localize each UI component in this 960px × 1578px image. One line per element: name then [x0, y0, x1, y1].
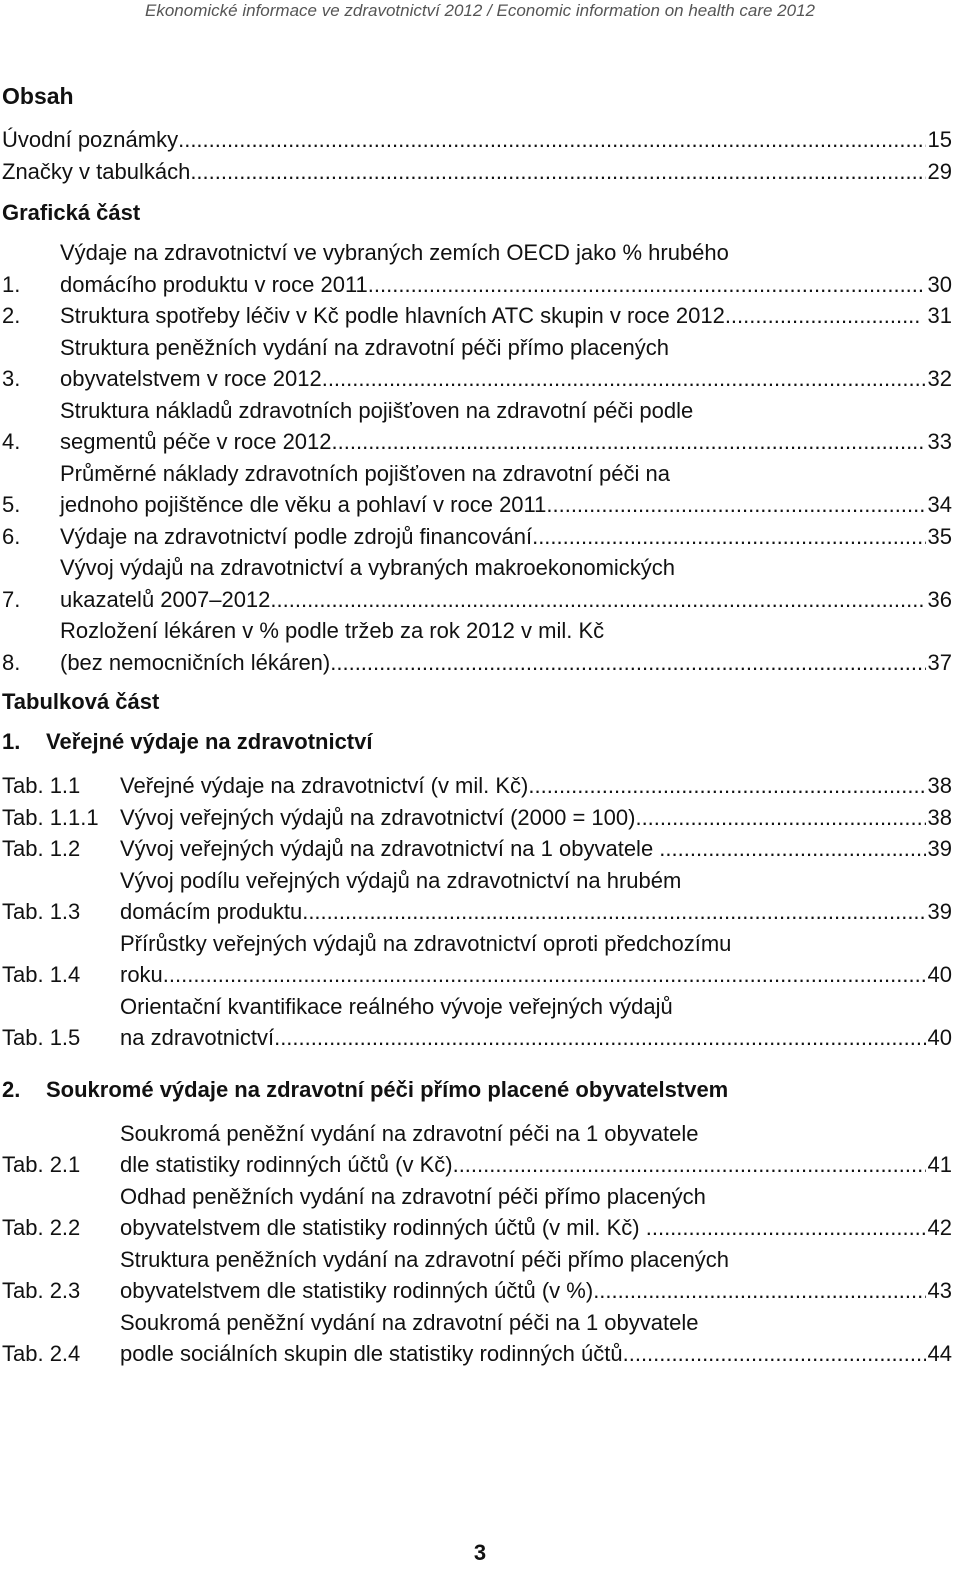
table-entry[interactable]: [2, 1181, 952, 1244]
table-page: 40: [927, 962, 952, 987]
table-page: 41: [927, 1152, 952, 1177]
dot-leader: [322, 363, 926, 395]
table-last-line: [120, 802, 952, 834]
figure-entry[interactable]: [2, 552, 952, 615]
table-text: [120, 833, 952, 865]
table-number: Tab. 1.2: [2, 836, 81, 861]
table-of-contents: [2, 82, 952, 1370]
figure-entry[interactable]: [2, 300, 952, 332]
figure-text: [60, 300, 952, 332]
dot-leader: [646, 1212, 926, 1244]
figure-last-line: [60, 584, 952, 616]
table-text-line: obyvatelstvem dle statistiky rodinných účtů (v mil. Kč): [120, 1215, 646, 1240]
table-page: 43: [927, 1278, 952, 1303]
table-text-line: Struktura peněžních vydání na zdravotní péči přímo placených: [120, 1246, 730, 1272]
table-text-line: Odhad peněžních vydání na zdravotní péči přímo placených: [120, 1183, 706, 1209]
table-text-line: Soukromá peněžní vydání na zdravotní péči na 1 obyvatele: [120, 1309, 699, 1335]
figure-text-line: domácího produktu v roce 2011: [60, 271, 368, 297]
table-number: Tab. 1.1.1: [2, 804, 99, 830]
figure-text: [60, 332, 952, 395]
table-entry[interactable]: [2, 865, 952, 928]
table-text-line: na zdravotnictví: [120, 1025, 275, 1050]
table-group-number: 1.: [2, 729, 21, 754]
figure-text-line: obyvatelstvem v roce 2012: [60, 366, 322, 391]
figure-page: 30: [927, 271, 952, 297]
table-group-number: 2.: [2, 1076, 21, 1102]
table-last-line: [120, 1275, 952, 1307]
table-text-line: roku: [120, 962, 163, 987]
table-text: [120, 1118, 952, 1181]
figure-text-line: (bez nemocničních lékáren): [60, 649, 331, 675]
figure-number: 7.: [2, 586, 21, 612]
table-number: Tab. 1.4: [2, 962, 81, 987]
table-last-line: [120, 896, 952, 928]
table-last-line: [120, 959, 952, 991]
figure-last-line: [60, 300, 952, 332]
table-entry[interactable]: [2, 928, 952, 991]
intro-text: [2, 156, 952, 188]
table-entry[interactable]: [2, 1307, 952, 1370]
table-text: [120, 1244, 952, 1307]
table-number: Tab. 1.5: [2, 1025, 81, 1050]
dot-leader: [178, 124, 925, 156]
figure-text-line: Výdaje na zdravotnictví podle zdrojů financování: [60, 523, 533, 549]
table-page: 39: [927, 899, 952, 924]
table-text-line: dle statistiky rodinných účtů (v Kč): [120, 1152, 453, 1177]
figure-text: [60, 521, 952, 553]
dot-leader: [190, 156, 925, 188]
table-text-line: Přírůstky veřejných výdajů na zdravotnictví oproti předchozímu: [120, 930, 732, 956]
figure-text: [60, 237, 952, 300]
running-header: Ekonomické informace ve zdravotnictví 2012 / Economic information on health care 2012: [145, 1, 815, 20]
figure-last-line: [60, 269, 952, 301]
table-entry[interactable]: [2, 802, 952, 834]
figure-text-line: Výdaje na zdravotnictví ve vybraných zemích OECD jako % hrubého: [60, 240, 729, 265]
table-number: Tab. 2.3: [2, 1278, 81, 1303]
table-page: 38: [927, 773, 952, 798]
table-number: Tab. 2.4: [2, 1341, 81, 1366]
table-text-line: Veřejné výdaje na zdravotnictví (v mil. Kč): [120, 773, 529, 798]
table-entry[interactable]: [2, 770, 952, 802]
table-text-line: podle sociálních skupin dle statistiky rodinných účtů: [120, 1341, 623, 1366]
table-last-line: [120, 1212, 952, 1244]
table-text-line: obyvatelstvem dle statistiky rodinných účtů (v %): [120, 1278, 594, 1303]
dot-leader: [302, 896, 925, 928]
table-text-line: Vývoj podílu veřejných výdajů na zdravotnictví na hrubém: [120, 867, 682, 893]
table-last-line: [120, 770, 952, 802]
dot-leader: [274, 1022, 925, 1054]
figure-text-line: segmentů péče v roce 2012: [60, 429, 332, 454]
table-entry[interactable]: [2, 833, 952, 865]
table-text: [120, 1307, 952, 1370]
figure-page: 31: [921, 303, 952, 328]
dot-leader: [528, 770, 925, 802]
figure-text-line: jednoho pojištěnce dle věku a pohlaví v roce 2011: [60, 492, 547, 517]
intro-entry[interactable]: [2, 124, 952, 156]
table-entry[interactable]: [2, 991, 952, 1054]
figure-number: 6.: [2, 523, 21, 549]
intro-text: [2, 124, 952, 156]
figure-page: 32: [927, 366, 952, 391]
figure-entry[interactable]: [2, 237, 952, 300]
figure-text-line: Struktura spotřeby léčiv v Kč podle hlavních ATC skupin v roce 2012: [60, 303, 725, 328]
dot-leader: [725, 300, 920, 332]
figure-text-line: Průměrné náklady zdravotních pojišťoven na zdravotní péči na: [60, 460, 670, 486]
intro-text-line: Značky v tabulkách: [2, 158, 191, 184]
table-page: 38: [927, 804, 952, 830]
table-page: 40: [927, 1025, 952, 1050]
figure-page: 37: [927, 649, 952, 675]
figure-entry[interactable]: [2, 521, 952, 553]
dot-leader: [330, 647, 925, 679]
dot-leader: [368, 269, 926, 301]
table-number: Tab. 2.2: [2, 1215, 81, 1240]
figure-number: 5.: [2, 492, 21, 517]
figure-entry[interactable]: [2, 458, 952, 521]
dot-leader: [453, 1149, 926, 1181]
figure-number: 2.: [2, 303, 21, 328]
figure-page: 36: [927, 586, 952, 612]
dot-leader: [270, 584, 925, 616]
figure-page: 33: [927, 429, 952, 454]
figure-text: [60, 615, 952, 678]
table-section-heading: Tabulková část: [2, 689, 160, 714]
dot-leader: [332, 426, 926, 458]
group-spacer: [2, 1054, 952, 1064]
table-page: 42: [927, 1215, 952, 1240]
figure-last-line: [60, 647, 952, 679]
toc-title: Obsah: [2, 83, 74, 109]
table-text-line: domácím produktu: [120, 899, 303, 924]
table-group-heading: [2, 1076, 952, 1104]
figure-text-line: Struktura nákladů zdravotních pojišťoven na zdravotní péči podle: [60, 397, 694, 423]
figure-number: 4.: [2, 429, 21, 454]
figure-entry[interactable]: [2, 332, 952, 395]
intro-page: 15: [927, 127, 952, 152]
page-number: 3: [473, 1540, 487, 1565]
figure-last-line: [60, 426, 952, 458]
dot-leader: [546, 489, 925, 521]
intro-last-line: [2, 124, 952, 156]
table-last-line: [120, 1149, 952, 1181]
table-text: [120, 928, 952, 991]
table-text: [120, 802, 952, 834]
intro-last-line: [2, 156, 952, 188]
table-number: Tab. 2.1: [2, 1152, 81, 1177]
figure-number: 3.: [2, 366, 21, 391]
figure-text-line: Vývoj výdajů na zdravotnictví a vybraných makroekonomických: [60, 555, 676, 580]
table-page: 39: [927, 836, 952, 861]
graphic-section-heading: Grafická část: [2, 200, 141, 225]
intro-list: [2, 124, 952, 187]
table-text: [120, 1181, 952, 1244]
dot-leader: [163, 959, 926, 991]
figure-number: 1.: [2, 271, 21, 297]
table-page: 44: [927, 1341, 952, 1366]
figure-page: 34: [927, 492, 952, 517]
table-text-line: Orientační kvantifikace reálného vývoje veřejných výdajů: [120, 993, 673, 1019]
table-last-line: [120, 1022, 952, 1054]
figure-last-line: [60, 489, 952, 521]
figure-text-line: ukazatelů 2007–2012: [60, 586, 271, 612]
table-text-line: Vývoj veřejných výdajů na zdravotnictví (2000 = 100): [120, 804, 636, 830]
figure-text-line: Rozložení lékáren v % podle tržeb za rok 2012 v mil. Kč: [60, 618, 605, 643]
dot-leader: [635, 802, 925, 834]
figure-text: [60, 458, 952, 521]
table-group-title: Soukromé výdaje na zdravotní péči přímo placené obyvatelstvem: [46, 1076, 729, 1102]
intro-page: 29: [927, 158, 952, 184]
dot-leader: [532, 521, 925, 553]
table-number: Tab. 1.1: [2, 773, 81, 798]
figure-text: [60, 395, 952, 458]
figure-entry[interactable]: [2, 615, 952, 678]
table-text: [120, 770, 952, 802]
table-text: [120, 991, 952, 1054]
table-group-heading: [2, 728, 952, 756]
table-entry[interactable]: [2, 1244, 952, 1307]
table-text: [120, 865, 952, 928]
figure-entry[interactable]: [2, 395, 952, 458]
intro-text-line: Úvodní poznámky: [2, 127, 179, 152]
table-text-line: Soukromá peněžní vydání na zdravotní péči na 1 obyvatele: [120, 1120, 699, 1146]
table-last-line: [120, 833, 952, 865]
table-text-line: Vývoj veřejných výdajů na zdravotnictví na 1 obyvatele: [120, 836, 660, 861]
table-entry[interactable]: [2, 1118, 952, 1181]
figure-last-line: [60, 521, 952, 553]
table-last-line: [120, 1338, 952, 1370]
dot-leader: [593, 1275, 925, 1307]
dot-leader: [659, 833, 925, 865]
figure-number: 8.: [2, 649, 21, 675]
table-section-groups: [2, 728, 952, 1370]
intro-entry[interactable]: [2, 156, 952, 188]
figure-last-line: [60, 363, 952, 395]
table-group-title: Veřejné výdaje na zdravotnictví: [46, 729, 373, 754]
table-number: Tab. 1.3: [2, 899, 81, 924]
figure-text-line: Struktura peněžních vydání na zdravotní péči přímo placených: [60, 334, 670, 360]
dot-leader: [623, 1338, 926, 1370]
figure-text: [60, 552, 952, 615]
figure-page: 35: [927, 523, 952, 549]
graphic-section-list: [2, 237, 952, 678]
